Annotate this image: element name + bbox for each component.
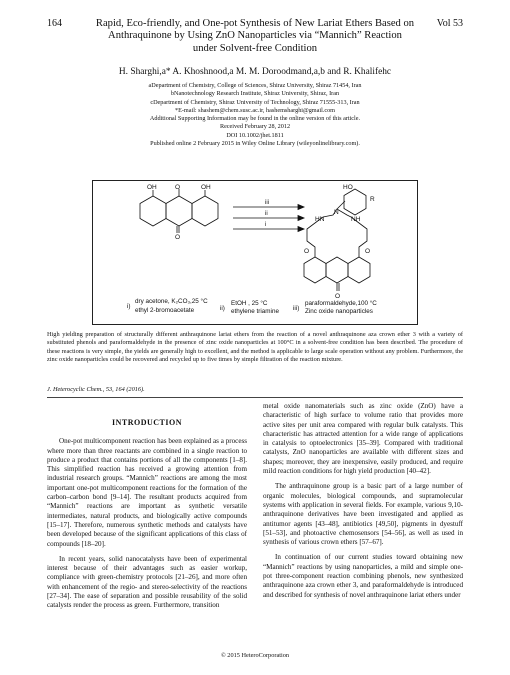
step-marker-i: i) [127, 303, 131, 310]
copyright-footer: © 2015 HeteroCorporation [220, 652, 290, 659]
section-heading-introduction: INTRODUCTION [111, 418, 182, 427]
reagent-step3-conditions: paraformaldehyde,100 °C [305, 300, 377, 307]
label-o-arm-left: O [304, 248, 310, 255]
paragraph: In recent years, solid nanocatalysts have been of experimental interest because of their advantages such as easier workup, compliance with green-chemistry protocols [21–26], and more often with enhancement of the regio- and stereo-selectivity of the reactions [27–34]. The ease of separation and possible reusability of the solid catalysts render the process as green. Furthermore, transition [47, 554, 247, 610]
received-date: Received February 28, 2012 [219, 123, 291, 131]
paragraph: The anthraquinone group is a basic part of a large number of organic molecules, biological compounds, and supramolecular systems with application in several fields. For example, various 9,10-anthraquinone derivatives have been investigated and applied as antitumor agents [43–48], antibiotics [49,50], pigments in dyestuff [51–53], and photoactive chemosensors [54–56], as well as used in synthesis of various crown ethers [57–67]. [263, 482, 463, 547]
reagent-step2-conditions: EtOH , 25 °C [231, 300, 268, 307]
reagent-step1-conditions: dry acetone, K₂CO₃,25 °C [135, 298, 208, 305]
right-ring-c [348, 257, 370, 283]
right-ring-b [326, 257, 348, 283]
label-o-arm-right: O [365, 248, 371, 255]
page-number: 164 [47, 18, 62, 29]
label-nh: NH [351, 216, 361, 223]
reaction-scheme [93, 181, 417, 324]
left-ring-b [166, 196, 192, 226]
paragraph: One-pot multicomponent reaction has been explained as a process where more than three reactants are combined in a single reaction to produce a product that contains portions of all the components [1–8]. This simplified reaction has received a growing attention from industrial research groups. “Mannich” reactions are among the most important one-pot multicomponent reactions for the formation of the carbon–carbon bond [9–14]. The resultant products acquired from “Mannich” reactions are important as synthetic versatile intermediates, natural products, and biologically active compounds [15–17]. Therefore, numerous synthetic methods and catalysts have been developed because of the significant applications of this class of compounds [18–20]. [47, 437, 247, 548]
paragraph: metal oxide nanomaterials such as zinc oxide (ZnO) have a characteristic of high surface to volume ratio that provides more active sites per unit area compared with regular bulk catalysts. This characteristic has attracted attention for a wide range of applications in catalysis to optoelectronics [35–39]. Compared with traditional catalysts, ZnO nanoparticles are available with different sizes and shapes; moreover, they are inexpensive, easily produced, and require mild reaction conditions for high yield production [40–42]. [263, 402, 463, 476]
label-n: N [334, 209, 339, 216]
reagent-step2-reagent: ethylene triamine [231, 308, 279, 315]
published-line: Published online 2 February 2015 in Wiley Online Library (wileyonlinelibrary.com). [150, 140, 360, 148]
author-list: H. Sharghi,a* A. Khoshnood,a M. M. Doroodmand,a,b and R. Khalifehc [118, 67, 392, 77]
abstract-text: High yielding preparation of structurally different anthraquinone lariat ethers from the reaction of a novel anthraquinone aza crown ether 3 with a variety of substituted phenols and paraformaldehyde in the presence of zinc oxide nanoparticles at 100°C in a solvent-free condition has been described. The procedure of these reactions is very simple, the yields are generally high to excellent, and the method is applicable to large scale operation without any problem. Furthermore, the zinc oxide nanoparticles could be recovered and recycled up to five times by simple filtration of the reaction mixture. [47, 331, 463, 364]
affiliation-line: bNanotechnology Research Institute, Shiraz University, Shiraz, Iran [170, 90, 340, 98]
affiliation-line: cDepartment of Chemistry, Shiraz University of Technology, Shiraz 71555-313, Iran [150, 98, 360, 106]
volume-label: Vol 53 [436, 18, 463, 29]
reagent-step3-catalyst: Zinc oxide nanoparticles [305, 308, 373, 315]
email-line: *E-mail: shashem@chem.susc.ac.ir, hashemsharghi@gmail.com [174, 106, 335, 114]
arrow-label-iii: iii [265, 200, 269, 206]
affiliation-line: aDepartment of Chemistry, College of Sciences, Shiraz University, Shiraz 71454, Iran [148, 82, 362, 89]
label-o-bottom: O [175, 234, 181, 241]
title-line: under Solvent-free Condition [192, 42, 318, 54]
title-line: Rapid, Eco-friendly, and One-pot Synthesis of New Lariat Ethers Based on [95, 18, 415, 29]
step-marker-ii: ii) [220, 305, 225, 312]
reagent-step1-reagent: ethyl 2-bromoacetate [135, 307, 195, 314]
graphical-abstract [92, 180, 418, 325]
doi-line: DOI 10.1002/jhet.1811 [226, 131, 284, 139]
section-divider [47, 397, 463, 398]
paragraph: In continuation of our current studies toward obtaining new “Mannich” reactions by using nanoparticles, a mild and simple one-pot three-component reaction combining phenols, new synthesized anthraquinone aza crown ether 3, and paraformaldehyde is introduced and described for synthesis of novel anthraquinone lariat ethers under [263, 553, 463, 599]
label-o-product: O [335, 293, 341, 300]
step-marker-iii: iii) [293, 305, 300, 312]
citation-line: J. Heterocyclic Chem., 53, 164 (2016). [47, 386, 145, 393]
label-ho: HO [343, 184, 353, 191]
supporting-info-line: Additional Supporting Information may be found in the online version of this article. [149, 115, 361, 123]
left-column [47, 412, 247, 617]
arrow-label-i: i [265, 222, 267, 228]
article-title [80, 18, 430, 55]
label-oh-left: OH [147, 184, 157, 191]
affiliations [60, 82, 450, 148]
label-o-top: O [175, 184, 181, 191]
phenol-ring [344, 189, 366, 215]
left-ring-a [140, 196, 166, 226]
title-line: Anthraquinone by Using ZnO Nanoparticles via “Mannich” Reaction [108, 30, 402, 42]
arrow-label-ii: ii [265, 211, 268, 217]
label-oh-right: OH [201, 184, 211, 191]
right-ring-a [304, 257, 326, 283]
left-ring-c [192, 196, 218, 226]
right-column [263, 402, 463, 606]
label-r: R [370, 196, 375, 203]
label-hn: HN [315, 216, 325, 223]
